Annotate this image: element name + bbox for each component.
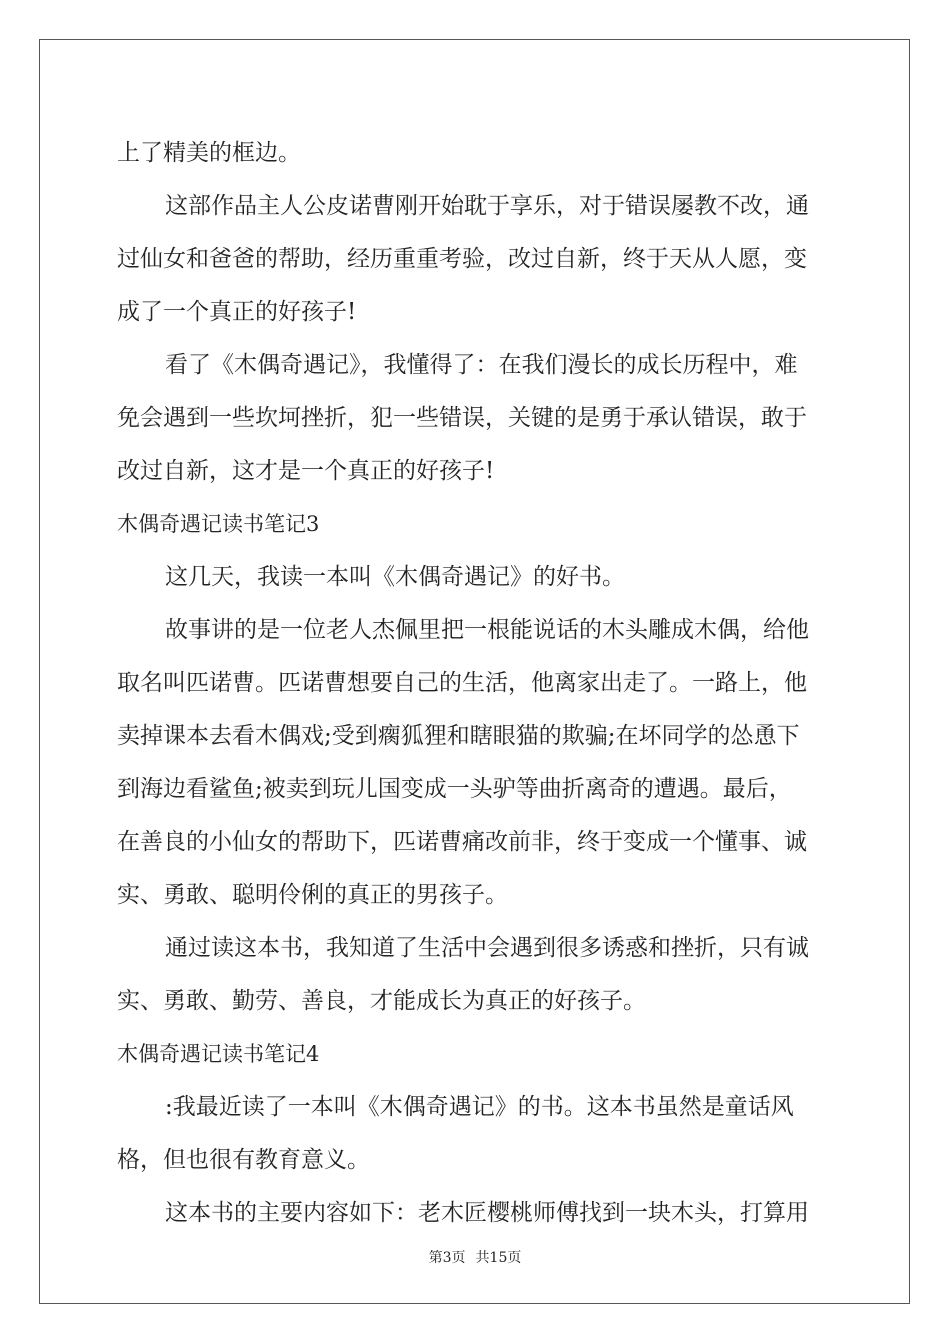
page-total: 共15页 (475, 1250, 522, 1266)
text-line: :我最近读了一本叫《木偶奇遇记》的书。这本书虽然是童话风 (165, 1094, 794, 1120)
page-number: 第3页 (428, 1250, 466, 1266)
section-heading: 木偶奇遇记读书笔记3 (117, 512, 320, 536)
document-body (117, 127, 835, 1240)
text-line: 这部作品主人公皮诺曹刚开始耽于享乐，对于错误屡教不改，通 (165, 193, 809, 219)
text-line: 实、勇敢、聪明伶俐的真正的男孩子。 (117, 882, 508, 908)
text-line: 通过读这本书，我知道了生活中会遇到很多诱惑和挫折，只有诚 (165, 935, 809, 961)
text-line: 取名叫匹诺曹。匹诺曹想要自己的生活，他离家出走了。一路上，他 (117, 670, 807, 696)
page-footer (0, 1247, 950, 1267)
text-line: 格，但也很有教育意义。 (117, 1147, 370, 1173)
text-line: 卖掉课本去看木偶戏;受到瘸狐狸和瞎眼猫的欺骗;在坏同学的怂恿下 (117, 723, 800, 749)
section-heading: 木偶奇遇记读书笔记4 (117, 1042, 320, 1066)
text-line: 上了精美的框边。 (117, 140, 301, 166)
text-line: 这几天，我读一本叫《木偶奇遇记》的好书。 (165, 564, 625, 590)
text-line: 故事讲的是一位老人杰佩里把一根能说话的木头雕成木偶，给他 (165, 617, 809, 643)
text-line: 到海边看鲨鱼;被卖到玩儿国变成一头驴等曲折离奇的遭遇。最后， (117, 776, 792, 802)
text-line: 实、勇敢、勤劳、善良，才能成长为真正的好孩子。 (117, 988, 646, 1014)
text-line: 成了一个真正的好孩子! (117, 299, 357, 325)
text-line: 改过自新，这才是一个真正的好孩子! (117, 458, 495, 484)
text-line: 这本书的主要内容如下：老木匠樱桃师傅找到一块木头，打算用 (165, 1200, 809, 1226)
text-line: 看了《木偶奇遇记》，我懂得了：在我们漫长的成长历程中，难 (165, 352, 798, 378)
text-line: 在善良的小仙女的帮助下，匹诺曹痛改前非，终于变成一个懂事、诚 (117, 829, 807, 855)
text-line: 过仙女和爸爸的帮助，经历重重考验，改过自新，终于天从人愿，变 (117, 246, 807, 272)
text-line: 免会遇到一些坎坷挫折，犯一些错误，关键的是勇于承认错误，敢于 (117, 405, 807, 431)
